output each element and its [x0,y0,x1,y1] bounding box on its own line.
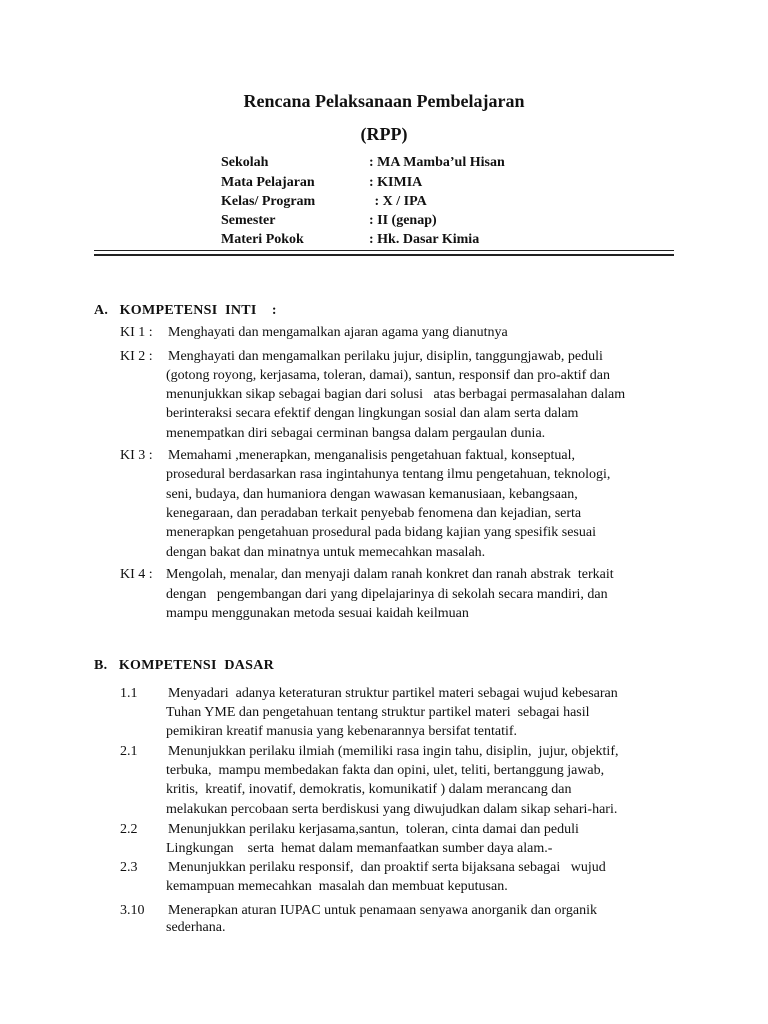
kd-text-line: Menunjukkan perilaku responsif, dan proaktif serta bijaksana sebagai wujud [168,860,606,875]
ki-text-line: mampu menggunakan metoda sesuai kaidah keilmuan [166,606,469,621]
ki-label: KI 3 : [120,448,153,463]
ki-text-line: menempatkan diri sebagai cerminan bangsa dalam pergaulan dunia. [166,426,546,441]
document-title: Rencana Pelaksanaan Pembelajaran [243,91,525,111]
kd-text-line: Menunjukkan perilaku ilmiah (memiliki rasa ingin tahu, disiplin, jujur, objektif, [168,744,619,759]
kd-number: 2.3 [120,860,138,875]
ki-text-line: kenegaraan, dan peradaban terkait penyebab fenomena dan kejadian, serta [166,506,582,521]
ki-text-line: prosedural berdasarkan rasa ingintahunya tentang ilmu pengetahuan, teknologi, [166,467,611,482]
kd-text-line: terbuka, mampu membedakan fakta dan opini, ulet, teliti, bertanggung jawab, [166,763,605,778]
identity-label: Kelas/ Program [221,194,316,209]
kd-text-line: Menunjukkan perilaku kerjasama,santun, toleran, cinta damai dan peduli [168,822,579,837]
identity-value: : Hk. Dasar Kimia [369,232,480,247]
kd-number: 2.1 [120,744,138,759]
kd-text-line: Menyadari adanya keteraturan struktur partikel materi sebagai wujud kebesaran [168,686,618,701]
ki-text-line: dengan pengembangan dari yang dipelajarinya di sekolah secara mandiri, dan [166,587,608,602]
ki-text-line: seni, budaya, dan humaniora dengan wawasan kemanusiaan, kebangsaan, [166,487,578,502]
header-divider-bottom [94,254,674,256]
kd-text-line: Tuhan YME dan pengetahuan tentang struktur partikel materi sebagai hasil [166,705,590,720]
ki-text-line: menunjukkan sikap sebagai bagian dari solusi atas berbagai permasalahan dalam [166,387,626,402]
ki-text-line: berinteraksi secara efektif dengan lingkungan sosial dan alam serta dalam [166,406,579,421]
ki-text-line: Menghayati dan mengamalkan perilaku jujur, disiplin, tanggungjawab, peduli [168,349,603,364]
ki-text-line: (gotong royong, kerjasama, toleran, damai), santun, responsif dan pro-aktif dan [166,368,610,383]
kd-text-line: sederhana. [166,920,226,935]
identity-value: : MA Mamba’ul Hisan [369,155,505,170]
ki-text-line: Mengolah, menalar, dan menyaji dalam ranah konkret dan ranah abstrak terkait [166,567,614,582]
identity-value: : KIMIA [369,175,423,190]
section-heading-kompetensi-dasar: B. KOMPETENSI DASAR [94,658,275,673]
document-subtitle: (RPP) [360,124,408,144]
kd-number: 2.2 [120,822,138,837]
section-heading-kompetensi-inti: A. KOMPETENSI INTI : [94,303,277,318]
kd-text-line: kemampuan memecahkan masalah dan membuat keputusan. [166,879,508,894]
kd-text-line: melakukan percobaan serta berdiskusi yang diwujudkan dalam sikap sehari-hari. [166,802,618,817]
ki-label: KI 2 : [120,349,153,364]
header-divider-top [94,250,674,251]
ki-text-line: Memahami ,menerapkan, menganalisis pengetahuan faktual, konseptual, [168,448,576,463]
identity-value: : II (genap) [369,213,437,228]
kd-text-line: kritis, kreatif, inovatif, demokratis, komunikatif ) dalam merancang dan [166,782,572,797]
ki-text-line: dengan bakat dan minatnya untuk memecahkan masalah. [166,545,486,560]
ki-text-line: menerapkan pengetahuan prosedural pada bidang kajian yang spesifik sesuai [166,525,596,540]
ki-text-line: Menghayati dan mengamalkan ajaran agama yang dianutnya [168,325,508,340]
identity-value: : X / IPA [371,194,427,209]
kd-text-line: Menerapkan aturan IUPAC untuk penamaan senyawa anorganik dan organik [168,903,597,918]
identity-label: Sekolah [221,155,269,170]
identity-label: Materi Pokok [221,232,304,247]
kd-number: 3.10 [120,903,145,918]
kd-text-line: Lingkungan serta hemat dalam memanfaatkan sumber daya alam.- [166,841,553,856]
identity-label: Semester [221,213,276,228]
ki-label: KI 1 : [120,325,153,340]
kd-number: 1.1 [120,686,138,701]
identity-label: Mata Pelajaran [221,175,315,190]
kd-text-line: pemikiran kreatif manusia yang kebenarannya bersifat tentatif. [166,724,518,739]
ki-label: KI 4 : [120,567,153,582]
